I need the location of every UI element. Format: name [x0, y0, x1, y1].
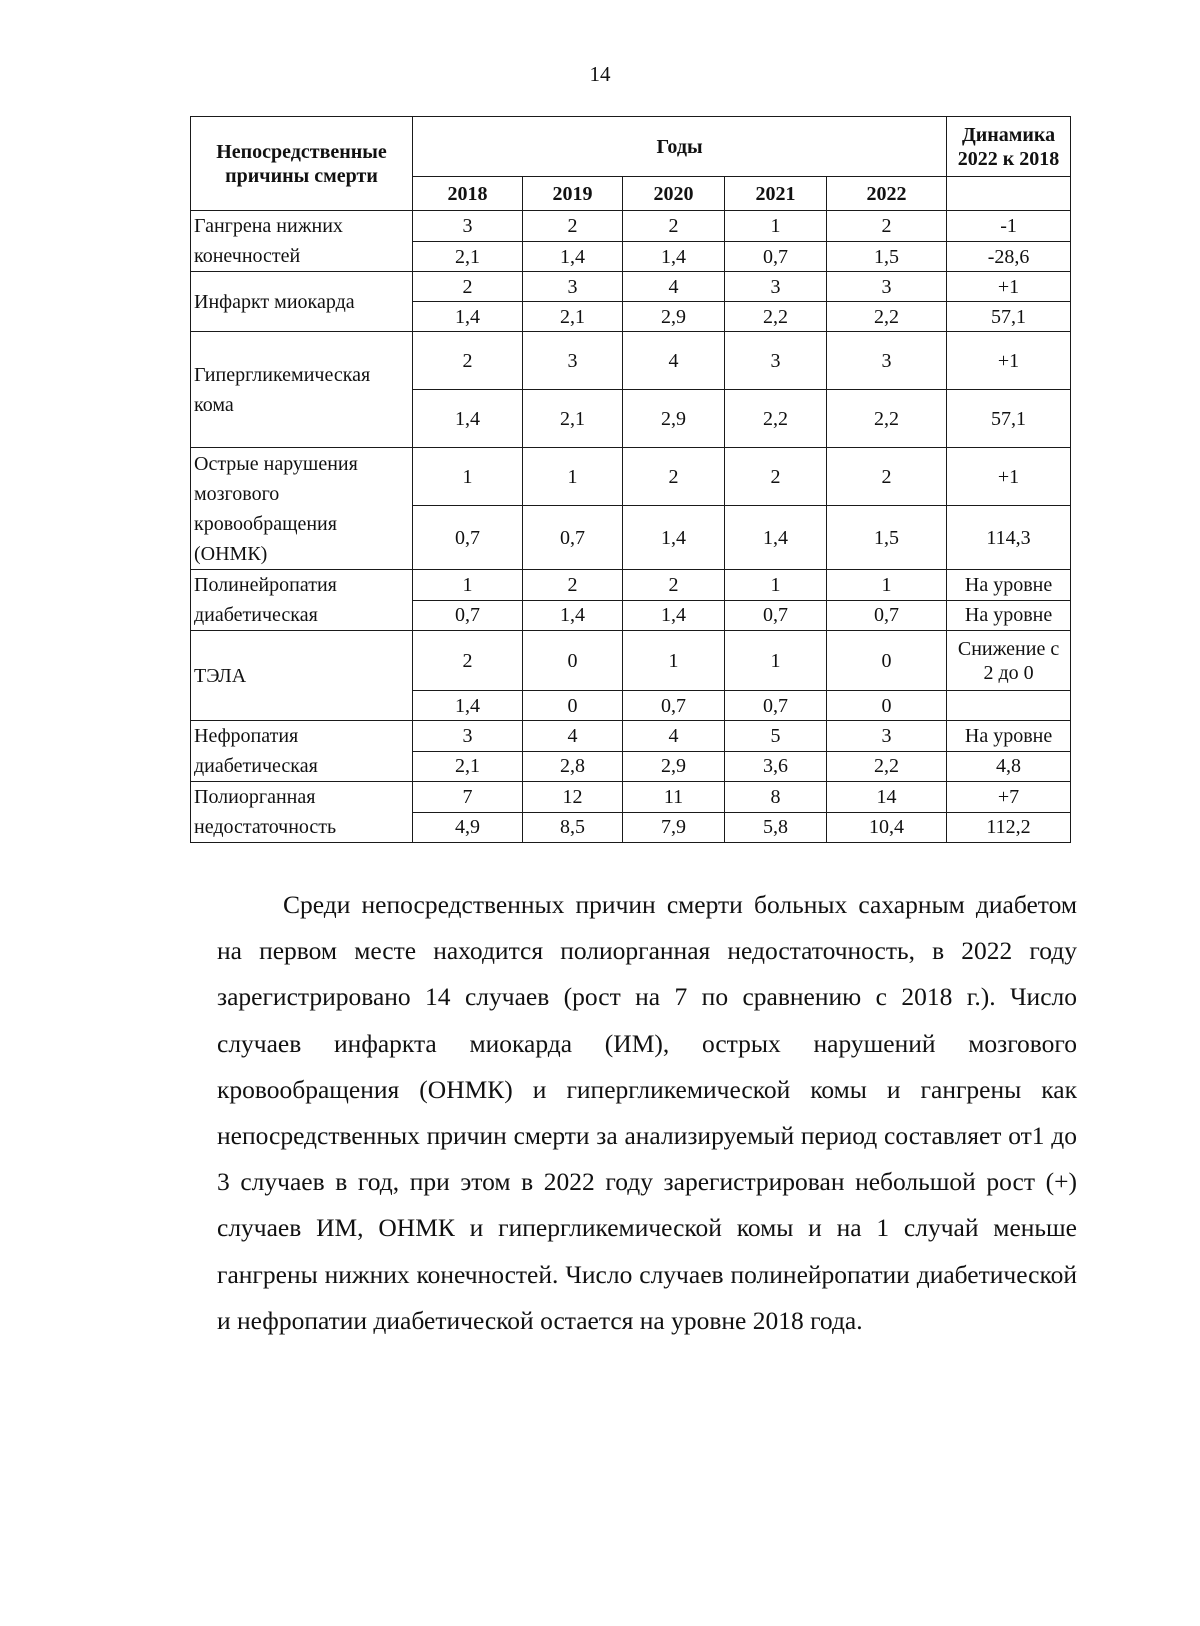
- value-cell: 2,9: [623, 751, 725, 782]
- dynamics-cell: -28,6: [947, 242, 1071, 272]
- value-cell: 11: [623, 782, 725, 813]
- table-row: [191, 721, 1071, 752]
- value-cell: 4: [623, 721, 725, 752]
- dynamics-cell: +7: [947, 782, 1071, 813]
- value-cell: 2,2: [725, 302, 827, 332]
- value-cell: 2: [623, 211, 725, 242]
- table-row: [191, 782, 1071, 813]
- value-cell: 2,2: [827, 302, 947, 332]
- value-cell: 7,9: [623, 812, 725, 843]
- value-cell: 3: [827, 272, 947, 302]
- value-cell: 1,4: [413, 302, 523, 332]
- value-cell: 1: [725, 570, 827, 601]
- dynamics-cell: [947, 691, 1071, 721]
- value-cell: 1,4: [623, 506, 725, 570]
- value-cell: 1: [413, 448, 523, 506]
- value-cell: 1,4: [623, 242, 725, 272]
- header-year: 2019: [523, 177, 623, 211]
- value-cell: 7: [413, 782, 523, 813]
- value-cell: 0,7: [413, 600, 523, 631]
- page-number: 14: [589, 62, 611, 86]
- value-cell: 8: [725, 782, 827, 813]
- value-cell: 2: [623, 448, 725, 506]
- value-cell: 1: [623, 631, 725, 691]
- value-cell: 0,7: [623, 691, 725, 721]
- value-cell: 2,1: [523, 302, 623, 332]
- dynamics-cell: На уровне: [947, 570, 1071, 601]
- cause-cell: Острые нарушения мозгового кровообращения (ОНМК): [191, 448, 413, 570]
- value-cell: 3: [413, 721, 523, 752]
- value-cell: 2,1: [523, 390, 623, 448]
- value-cell: 3,6: [725, 751, 827, 782]
- value-cell: 2: [623, 570, 725, 601]
- table-row: [191, 631, 1071, 691]
- value-cell: 1,4: [523, 242, 623, 272]
- value-cell: 5: [725, 721, 827, 752]
- value-cell: 0: [827, 631, 947, 691]
- value-cell: 5,8: [725, 812, 827, 843]
- cause-cell: Гипергликемическая кома: [191, 332, 413, 448]
- table-row: [191, 332, 1071, 390]
- value-cell: 12: [523, 782, 623, 813]
- dynamics-cell: На уровне: [947, 600, 1071, 631]
- value-cell: 0,7: [725, 242, 827, 272]
- value-cell: 1: [725, 211, 827, 242]
- dynamics-cell: -1: [947, 211, 1071, 242]
- body-paragraph: Среди непосредственных причин смерти больных сахарным диабетом на первом месте находится полиорганная недостаточность, в 2022 году зарегистрировано 14 случаев (рост на 7 по сравнению с 2018 г.). Число случаев инфаркта миокарда (ИМ), острых нарушений мозгового кровообращения (ОНМК) и гипергликемической комы и гангрены как непосредственных причин смерти за анализируемый период составляет от1 до 3 случаев в год, при этом в 2022 году зарегистрирован небольшой рост (+) случаев ИМ, ОНМК и гипергликемической комы и на 1 случай меньше гангрены нижних конечностей. Число случаев полинейропатии диабетической и нефропатии диабетической остается на уровне 2018 года.: [217, 890, 1077, 1335]
- table-row: [191, 448, 1071, 506]
- value-cell: 1: [827, 570, 947, 601]
- value-cell: 2: [413, 332, 523, 390]
- value-cell: 2: [827, 448, 947, 506]
- cause-cell: Инфаркт миокарда: [191, 272, 413, 332]
- value-cell: 0,7: [725, 600, 827, 631]
- value-cell: 1,4: [413, 390, 523, 448]
- value-cell: 3: [523, 272, 623, 302]
- value-cell: 0,7: [725, 691, 827, 721]
- cause-cell: Гангрена нижних конечностей: [191, 211, 413, 272]
- header-dynamics-empty: [947, 177, 1071, 211]
- value-cell: 2: [827, 211, 947, 242]
- value-cell: 2: [413, 631, 523, 691]
- cause-cell: ТЭЛА: [191, 631, 413, 721]
- value-cell: 1: [413, 570, 523, 601]
- value-cell: 3: [827, 721, 947, 752]
- value-cell: 3: [725, 272, 827, 302]
- value-cell: 4: [623, 332, 725, 390]
- dynamics-cell: 112,2: [947, 812, 1071, 843]
- value-cell: 0: [523, 691, 623, 721]
- dynamics-cell: На уровне: [947, 721, 1071, 752]
- header-year: 2022: [827, 177, 947, 211]
- value-cell: 2,2: [827, 390, 947, 448]
- value-cell: 14: [827, 782, 947, 813]
- header-year: 2020: [623, 177, 725, 211]
- value-cell: 2: [413, 272, 523, 302]
- value-cell: 4: [623, 272, 725, 302]
- value-cell: 0: [523, 631, 623, 691]
- value-cell: 1,4: [725, 506, 827, 570]
- value-cell: 2: [523, 570, 623, 601]
- value-cell: 2: [523, 211, 623, 242]
- value-cell: 1,4: [623, 600, 725, 631]
- value-cell: 3: [827, 332, 947, 390]
- dynamics-cell: 114,3: [947, 506, 1071, 570]
- value-cell: 1: [523, 448, 623, 506]
- value-cell: 2,9: [623, 302, 725, 332]
- header-dynamics: Динамика 2022 к 2018: [947, 117, 1071, 177]
- header-cause: Непосредственные причины смерти: [191, 117, 413, 211]
- cause-cell: Полинейропатия диабетическая: [191, 570, 413, 631]
- value-cell: 4: [523, 721, 623, 752]
- value-cell: 1,4: [413, 691, 523, 721]
- value-cell: 1,4: [523, 600, 623, 631]
- cause-cell: Нефропатия диабетическая: [191, 721, 413, 782]
- value-cell: 1: [725, 631, 827, 691]
- value-cell: 2,8: [523, 751, 623, 782]
- value-cell: 0,7: [413, 506, 523, 570]
- dynamics-cell: Снижение с 2 до 0: [947, 631, 1071, 691]
- dynamics-cell: 57,1: [947, 302, 1071, 332]
- dynamics-cell: +1: [947, 272, 1071, 302]
- table-row: [191, 570, 1071, 601]
- value-cell: 1,5: [827, 506, 947, 570]
- value-cell: 3: [523, 332, 623, 390]
- value-cell: 2: [725, 448, 827, 506]
- header-years: Годы: [413, 117, 947, 177]
- value-cell: 4,9: [413, 812, 523, 843]
- dynamics-cell: +1: [947, 448, 1071, 506]
- value-cell: 3: [725, 332, 827, 390]
- death-causes-table: [190, 116, 1071, 843]
- table-row: [191, 211, 1071, 242]
- header-year: 2018: [413, 177, 523, 211]
- value-cell: 2,9: [623, 390, 725, 448]
- value-cell: 1,5: [827, 242, 947, 272]
- value-cell: 0,7: [827, 600, 947, 631]
- value-cell: 3: [413, 211, 523, 242]
- dynamics-cell: 57,1: [947, 390, 1071, 448]
- value-cell: 10,4: [827, 812, 947, 843]
- value-cell: 0,7: [523, 506, 623, 570]
- value-cell: 2,1: [413, 242, 523, 272]
- value-cell: 2,2: [827, 751, 947, 782]
- dynamics-cell: +1: [947, 332, 1071, 390]
- table-row: [191, 272, 1071, 302]
- dynamics-cell: 4,8: [947, 751, 1071, 782]
- table-body: [191, 211, 1071, 843]
- value-cell: 2,1: [413, 751, 523, 782]
- table-header: [191, 117, 1071, 211]
- value-cell: 0: [827, 691, 947, 721]
- value-cell: 2,2: [725, 390, 827, 448]
- value-cell: 8,5: [523, 812, 623, 843]
- header-year: 2021: [725, 177, 827, 211]
- cause-cell: Полиорганная недостаточность: [191, 782, 413, 843]
